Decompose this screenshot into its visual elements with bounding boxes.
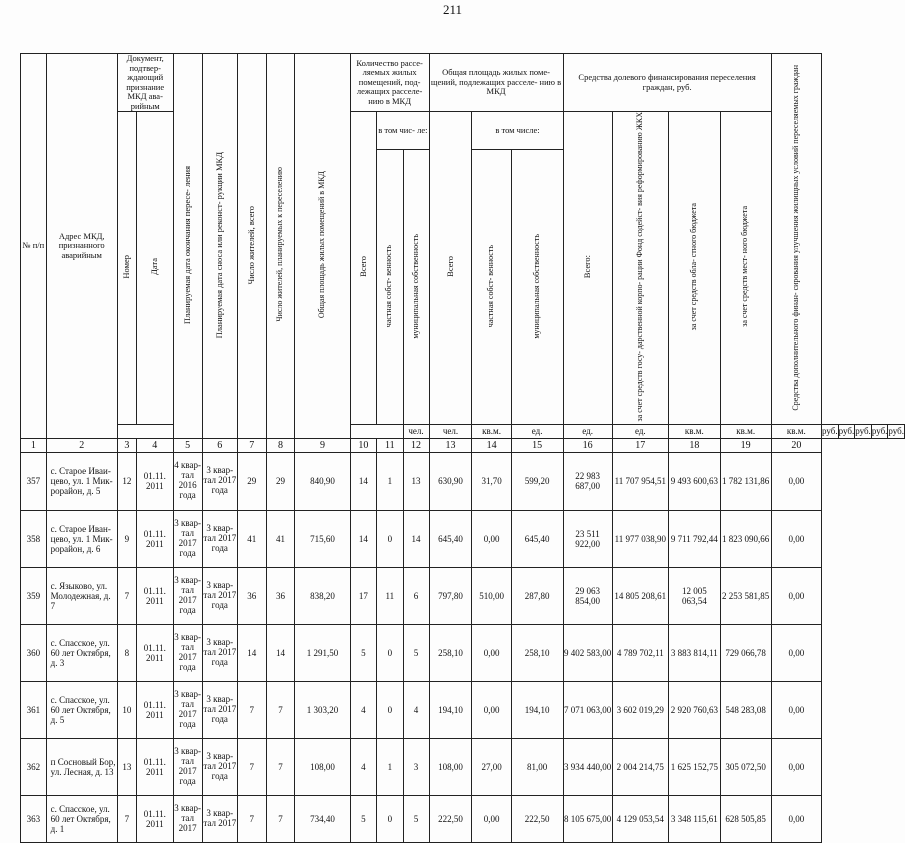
doc-number: 7 (117, 567, 136, 624)
col-number: 7 (237, 438, 266, 452)
funds-region: 9 711 792,44 (668, 510, 720, 567)
rooms-private: 0 (377, 681, 403, 738)
unit-cell: руб. (871, 424, 888, 438)
resettlement-table (20, 53, 905, 843)
funds-total: 8 105 675,00 (563, 795, 612, 842)
funds-reform: 14 805 208,61 (612, 567, 668, 624)
area-municipal: 81,00 (511, 738, 563, 795)
funds-reform: 3 602 019,29 (612, 681, 668, 738)
funds-total: 22 983 687,00 (563, 452, 612, 510)
area-private: 0,00 (472, 681, 511, 738)
doc-date: 01.11. 2011 (136, 624, 173, 681)
funds-reform: 4 129 053,54 (612, 795, 668, 842)
table-row (21, 567, 905, 624)
funds-additional: 0,00 (771, 624, 821, 681)
doc-date: 01.11. 2011 (136, 681, 173, 738)
column-numbers-row (21, 438, 905, 452)
area-total: 797,80 (429, 567, 472, 624)
units-spacer (117, 424, 173, 438)
doc-date: 01.11. 2011 (136, 452, 173, 510)
header-area-municipal (511, 150, 563, 424)
residents-planned: 29 (266, 452, 295, 510)
total-area: 1 291,50 (295, 624, 350, 681)
address: с. Старое Иваи- цево, ул. 1 Мик- рорайон, д. 5 (46, 452, 117, 510)
doc-number: 13 (117, 738, 136, 795)
table-row (21, 681, 905, 738)
residents-total: 7 (237, 795, 266, 842)
area-municipal: 194,10 (511, 681, 563, 738)
resettlement-end: 3 квар- тал 2017 года (173, 624, 202, 681)
area-private: 0,00 (472, 510, 511, 567)
residents-planned: 14 (266, 624, 295, 681)
area-municipal: 599,20 (511, 452, 563, 510)
address: с. Старое Иван- цево, ул. 1 Мик- рорайон, д. 6 (46, 510, 117, 567)
rooms-municipal: 5 (403, 795, 429, 842)
total-area: 840,90 (295, 452, 350, 510)
row-number: 360 (21, 624, 47, 681)
unit-cell: чел. (429, 424, 472, 438)
row-number: 362 (21, 738, 47, 795)
col-number: 10 (350, 438, 376, 452)
funds-region: 9 493 600,63 (668, 452, 720, 510)
header-area-total-label: Всего (444, 256, 455, 278)
row-number: 359 (21, 567, 47, 624)
area-private: 0,00 (472, 795, 511, 842)
unit-cell: руб. (822, 424, 839, 438)
area-total: 630,90 (429, 452, 472, 510)
funds-additional: 0,00 (771, 567, 821, 624)
unit-cell: ед. (612, 424, 668, 438)
demolition-date: 3 квар- тал 2017 года (202, 738, 237, 795)
unit-cell: чел. (403, 424, 429, 438)
funds-local: 1 782 131,86 (720, 452, 771, 510)
rooms-municipal: 6 (403, 567, 429, 624)
table-body (21, 452, 905, 842)
header-doc-number-label: Номер (121, 255, 132, 279)
area-total: 222,50 (429, 795, 472, 842)
total-area: 1 303,20 (295, 681, 350, 738)
residents-planned: 7 (266, 738, 295, 795)
rooms-total: 14 (350, 452, 376, 510)
resettlement-end: 4 квар- тал 2016 года (173, 452, 202, 510)
col-number: 16 (563, 438, 612, 452)
doc-number: 8 (117, 624, 136, 681)
address: п Сосновый Бор, ул. Лесная, д. 13 (46, 738, 117, 795)
demolition-date: 3 квар- тал 2017 года (202, 510, 237, 567)
header-funds-total (563, 112, 612, 425)
header-count-total-label: Всего (357, 256, 368, 278)
unit-cell: руб. (838, 424, 855, 438)
col-number: 12 (403, 438, 429, 452)
header-address: Адрес МКД, признанного аварийным (46, 54, 117, 439)
unit-cell: кв.м. (472, 424, 511, 438)
row-number: 358 (21, 510, 47, 567)
funds-reform: 2 004 214,75 (612, 738, 668, 795)
funds-reform: 4 789 702,11 (612, 624, 668, 681)
address: с. Спасское, ул. 60 лет Октября, д. 1 (46, 795, 117, 842)
residents-total: 14 (237, 624, 266, 681)
header-resettlement-end (173, 54, 202, 439)
demolition-date: 3 квар- тал 2017 года (202, 681, 237, 738)
area-municipal: 287,80 (511, 567, 563, 624)
col-number: 5 (173, 438, 202, 452)
unit-cell: кв.м. (720, 424, 771, 438)
header-demolition-date-label: Планируемая дата сноса или реконст- рукции МКД (214, 151, 225, 338)
residents-planned: 41 (266, 510, 295, 567)
rooms-municipal: 4 (403, 681, 429, 738)
col-number: 8 (266, 438, 295, 452)
header-residents-planned (266, 54, 295, 439)
header-residents-total (237, 54, 266, 439)
resettlement-end: 3 квар- тал 2017 года (173, 510, 202, 567)
header-area-private (472, 150, 511, 424)
funds-region: 12 005 063,54 (668, 567, 720, 624)
area-municipal: 645,40 (511, 510, 563, 567)
rooms-total: 4 (350, 681, 376, 738)
header-document-group: Документ, подтвер- ждающий признание МКД ава- рийным (117, 54, 173, 112)
residents-total: 29 (237, 452, 266, 510)
header-count-group: Количество рассе- ляемых жилых помещений, под- лежащих расселе- нию в МКД (350, 54, 429, 112)
residents-planned: 7 (266, 795, 295, 842)
doc-date: 01.11. 2011 (136, 510, 173, 567)
header-fund-local (720, 112, 771, 425)
area-total: 645,40 (429, 510, 472, 567)
rooms-total: 17 (350, 567, 376, 624)
col-number: 13 (429, 438, 472, 452)
funds-total: 23 511 922,00 (563, 510, 612, 567)
funds-region: 1 625 152,75 (668, 738, 720, 795)
doc-number: 7 (117, 795, 136, 842)
rooms-municipal: 3 (403, 738, 429, 795)
units-spacer-2 (350, 424, 403, 438)
funds-total: 7 071 063,00 (563, 681, 612, 738)
rooms-municipal: 13 (403, 452, 429, 510)
header-total-area (295, 54, 350, 439)
rooms-total: 4 (350, 738, 376, 795)
demolition-date: 3 квар- тал 2017 года (202, 624, 237, 681)
rooms-municipal: 14 (403, 510, 429, 567)
header-area-group: Общая площадь жилых поме- щений, подлежащих расселе- нию в МКД (429, 54, 563, 112)
rooms-private: 1 (377, 738, 403, 795)
funds-local: 628 505,85 (720, 795, 771, 842)
area-private: 510,00 (472, 567, 511, 624)
header-count-municipal-label: муниципальная собственность (410, 233, 420, 339)
header-count-private-label: частная собст- венность (384, 244, 394, 328)
col-number: 17 (612, 438, 668, 452)
col-number: 11 (377, 438, 403, 452)
funds-local: 2 253 581,85 (720, 567, 771, 624)
funds-additional: 0,00 (771, 795, 821, 842)
doc-number: 10 (117, 681, 136, 738)
area-total: 108,00 (429, 738, 472, 795)
area-municipal: 258,10 (511, 624, 563, 681)
header-fund-local-label: за счет средств мест- ного бюджета (740, 206, 750, 328)
row-number: 361 (21, 681, 47, 738)
rooms-total: 5 (350, 624, 376, 681)
funds-local: 1 823 090,66 (720, 510, 771, 567)
table-row (21, 624, 905, 681)
header-area-municipal-label: муниципальная собственность (531, 233, 541, 339)
doc-date: 01.11. 2011 (136, 795, 173, 842)
header-area-incl: в том числе: (472, 112, 563, 150)
header-residents-total-label: Число жителей, всего (246, 205, 257, 284)
funds-additional: 0,00 (771, 510, 821, 567)
col-number: 14 (472, 438, 511, 452)
total-area: 108,00 (295, 738, 350, 795)
area-total: 194,10 (429, 681, 472, 738)
doc-number: 9 (117, 510, 136, 567)
col-number: 6 (202, 438, 237, 452)
rooms-private: 0 (377, 795, 403, 842)
header-count-private (377, 150, 403, 424)
residents-total: 7 (237, 681, 266, 738)
header-count-municipal (403, 150, 429, 424)
header-residents-planned-label: Число жителей, планируемых к переселению (275, 167, 285, 323)
funds-local: 729 066,78 (720, 624, 771, 681)
col-number: 15 (511, 438, 563, 452)
header-doc-number (117, 112, 136, 425)
funds-reform: 11 707 954,51 (612, 452, 668, 510)
demolition-date: 3 квар- тал 2017 (202, 795, 237, 842)
resettlement-end: 3 квар- тал 2017 года (173, 567, 202, 624)
header-fund-reform (612, 112, 668, 425)
residents-total: 36 (237, 567, 266, 624)
residents-total: 7 (237, 738, 266, 795)
header-additional-funds (771, 54, 821, 425)
funds-additional: 0,00 (771, 681, 821, 738)
residents-planned: 7 (266, 681, 295, 738)
table-row (21, 452, 905, 510)
resettlement-end: 3 квар- тал 2017 (173, 795, 202, 842)
col-number: 2 (46, 438, 117, 452)
address: с. Спасское, ул. 60 лет Октября, д. 3 (46, 624, 117, 681)
rooms-private: 0 (377, 510, 403, 567)
header-funds-total-label: Всего: (581, 255, 592, 279)
rooms-private: 11 (377, 567, 403, 624)
demolition-date: 3 квар- тал 2017 года (202, 452, 237, 510)
unit-cell: ед. (511, 424, 563, 438)
area-private: 27,00 (472, 738, 511, 795)
resettlement-end: 3 квар- тал 2017 года (173, 738, 202, 795)
area-private: 31,70 (472, 452, 511, 510)
funds-local: 548 283,08 (720, 681, 771, 738)
residents-planned: 36 (266, 567, 295, 624)
funds-total: 29 063 854,00 (563, 567, 612, 624)
table-row (21, 738, 905, 795)
address: с. Спасское, ул. 60 лет Октября, д. 5 (46, 681, 117, 738)
demolition-date: 3 квар- тал 2017 года (202, 567, 237, 624)
rooms-private: 1 (377, 452, 403, 510)
unit-cell: ед. (563, 424, 612, 438)
col-number: 4 (136, 438, 173, 452)
funds-region: 3 348 115,61 (668, 795, 720, 842)
header-total-area-label: Общая площадь жилых помещений в МКД (317, 171, 327, 319)
rooms-municipal: 5 (403, 624, 429, 681)
header-additional-funds-label: Средства дополнительного финан- сирования улучшения жилищных условий переселяемых граждан (790, 64, 800, 411)
funds-additional: 0,00 (771, 452, 821, 510)
header-area-total (429, 112, 472, 425)
resettlement-end: 3 квар- тал 2017 года (173, 681, 202, 738)
header-area-private-label: частная собст- венность (486, 244, 496, 328)
residents-total: 41 (237, 510, 266, 567)
total-area: 715,60 (295, 510, 350, 567)
rooms-private: 0 (377, 624, 403, 681)
area-municipal: 222,50 (511, 795, 563, 842)
header-count-incl: в том чис- ле: (377, 112, 429, 150)
total-area: 734,40 (295, 795, 350, 842)
funds-total: 9 402 583,00 (563, 624, 612, 681)
col-number: 18 (668, 438, 720, 452)
page-number: 211 (442, 2, 463, 17)
table-row (21, 795, 905, 842)
col-number: 9 (295, 438, 350, 452)
header-doc-date (136, 112, 173, 425)
header-row-number: № п/п (21, 54, 47, 439)
rooms-total: 14 (350, 510, 376, 567)
address: с. Языково, ул. Молодежная, д. 7 (46, 567, 117, 624)
header-funds-group: Средства долевого финансирования переселения граждан, руб. (563, 54, 771, 112)
doc-date: 01.11. 2011 (136, 738, 173, 795)
col-number: 3 (117, 438, 136, 452)
funds-region: 2 920 760,63 (668, 681, 720, 738)
header-count-total (350, 112, 376, 425)
funds-region: 3 883 814,11 (668, 624, 720, 681)
col-number: 19 (720, 438, 771, 452)
unit-cell: кв.м. (668, 424, 720, 438)
header-fund-region-label: за счет средств обла- стного бюджета (688, 203, 698, 331)
header-resettlement-end-label: Планируемая дата окончания пересе- ления (181, 165, 192, 324)
unit-cell: кв.м. (771, 424, 821, 438)
funds-total: 3 934 440,00 (563, 738, 612, 795)
total-area: 838,20 (295, 567, 350, 624)
unit-cell: руб. (888, 424, 905, 438)
row-number: 363 (21, 795, 47, 842)
header-fund-reform-label: за счет средств госу- дарственной корпо- рации Фонд содейст- вия реформированию ЖКХ (634, 112, 644, 422)
funds-additional: 0,00 (771, 738, 821, 795)
unit-cell: руб. (855, 424, 872, 438)
table-row (21, 510, 905, 567)
col-number: 20 (771, 438, 821, 452)
row-number: 357 (21, 452, 47, 510)
col-number: 1 (21, 438, 47, 452)
doc-date: 01.11. 2011 (136, 567, 173, 624)
area-total: 258,10 (429, 624, 472, 681)
area-private: 0,00 (472, 624, 511, 681)
header-doc-date-label: Дата (149, 258, 160, 276)
header-fund-region (668, 112, 720, 425)
funds-reform: 11 977 038,90 (612, 510, 668, 567)
rooms-total: 5 (350, 795, 376, 842)
header-demolition-date (202, 54, 237, 439)
funds-local: 305 072,50 (720, 738, 771, 795)
doc-number: 12 (117, 452, 136, 510)
